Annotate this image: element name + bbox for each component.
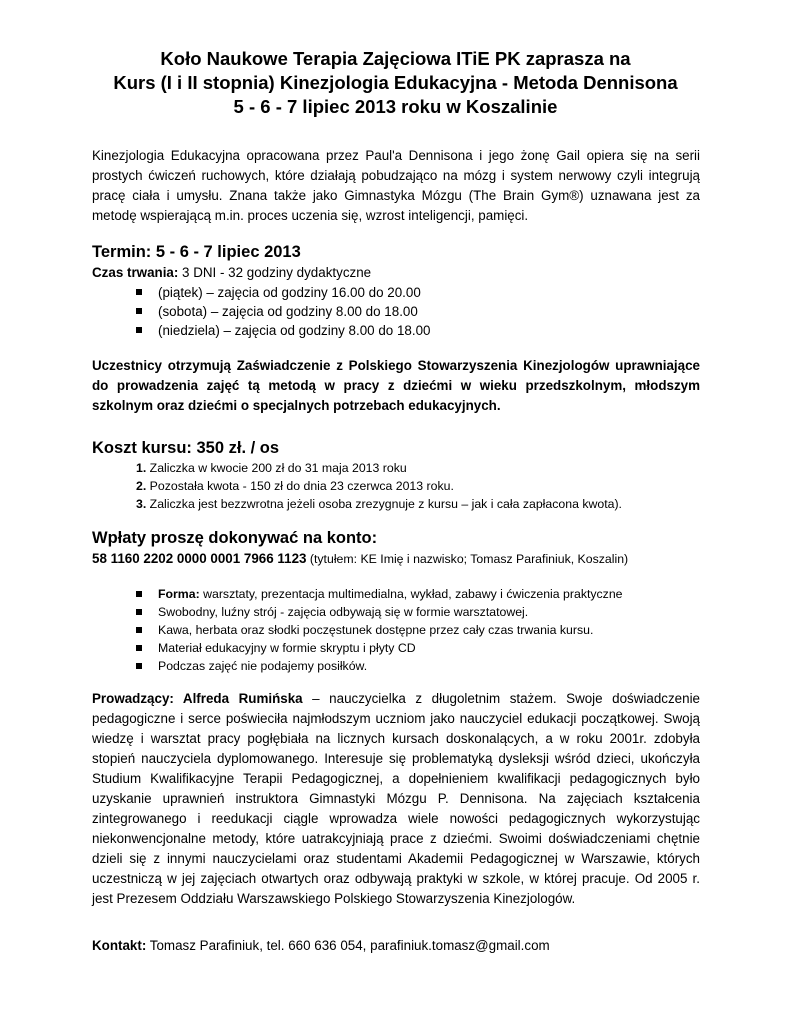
list-item — [92, 639, 700, 657]
instructor-bio: – nauczycielka z długoletnim stażem. Swoje doświadczenie pedagogiczne i serce poświeciła najmłodszym uczniom jako nauczyciel edukacji początkowej. Swoją wiedzę i warsztat pracy pogłębiała na licznych kursach doskonalących, a w roku 2001r. zdobyła stopień nauczyciela dyplomowanego. Interesuje się problematyką dysleksji wśród dzieci, ukończyła Studium Kwalifikacyjne Terapii Pedagogicznej, a dopełnieniem kwalifikacji pedagogicznych było uzyskanie uprawnień instruktora Gimnastyki Mózgu P. Dennisona. Na zajęciach kształcenia zintegrowanego i reedukacji ciągle wprowadza wiele nowości pedagogicznych wykorzystując niekonwencjonalne metody, które uatrakcyjniają prace z dziećmi. Swoimi doświadczeniami chętnie dzieli się z innymi nauczycielami oraz studentami Akademii Pedagogicznej w Warszawie, których uczestniczą w jej zajęciach otwartych oraz odbywają praktyki w szkole, w której pracuje. Od 2005 r. jest Prezesem Oddziału Warszawskiego Polskiego Stowarzyszenia Kinezjologów. — [92, 691, 701, 906]
title-line-2: Kurs (I i II stopnia) Kinezjologia Edukacyjna - Metoda Dennisona — [113, 72, 678, 93]
account-line — [92, 549, 700, 569]
termin-heading: Termin: 5 - 6 - 7 lipiec 2013 — [92, 243, 301, 261]
cost-heading: Koszt kursu: 350 zł. / os — [92, 439, 280, 457]
intro-paragraph: Kinezjologia Edukacyjna opracowana przez Paul'a Dennisona i jego żonę Gail opiera się na serii prostych ćwiczeń ruchowych, które działają pobudzająco na mózg i system nerwowy czyli integrują pracę ciała i umysłu. Znana także jako Gimnastyka Mózgu (The Brain Gym®) uznawana jest za metodę wspierającą m.in. proces uczenia się, wzrost inteligencji, pamięci. — [92, 148, 700, 223]
list-item — [92, 283, 700, 302]
info-text: Materiał edukacyjny w formie skryptu i płyty CD — [158, 641, 416, 655]
cost-section — [92, 437, 700, 513]
bullet-icon — [136, 609, 142, 615]
contact-line — [92, 936, 700, 956]
instructor-name: Prowadzący: Alfreda Rumińska — [92, 691, 303, 706]
instructor-paragraph — [92, 689, 700, 909]
payment-heading: Wpłaty proszę dokonywać na konto: — [92, 529, 378, 547]
termin-section — [92, 241, 700, 340]
title-line-1: Koło Naukowe Terapia Zajęciowa ITiE PK zaprasza na — [160, 48, 631, 69]
item-text: Pozostała kwota - 150 zł do dnia 23 czerwca 2013 roku. — [146, 479, 454, 493]
day-text: (niedziela) – zajęcia od godziny 8.00 do 18.00 — [158, 323, 431, 338]
item-text: Zaliczka jest bezzwrotna jeżeli osoba zrezygnuje z kursu – jak i cała zapłacona kwota). — [146, 497, 622, 511]
bullet-icon — [136, 289, 142, 295]
list-item — [92, 321, 700, 340]
info-text: Swobodny, luźny strój - zajęcia odbywają się w formie warsztatowej. — [158, 605, 529, 619]
bullet-icon — [136, 663, 142, 669]
forma-text: warsztaty, prezentacja multimedialna, wykład, zabawy i ćwiczenia praktyczne — [199, 587, 623, 601]
duration-value: 3 DNI - 32 godziny dydaktyczne — [178, 265, 372, 280]
list-item — [92, 621, 700, 639]
forma-label: Forma: — [158, 587, 200, 601]
info-section — [92, 585, 700, 675]
list-item — [92, 477, 700, 495]
title-line-3: 5 - 6 - 7 lipiec 2013 roku w Koszalinie — [233, 96, 558, 117]
bullet-icon — [136, 645, 142, 651]
day-text: (sobota) – zajęcia od godziny 8.00 do 18.00 — [158, 304, 418, 319]
list-item — [92, 657, 700, 675]
list-item — [92, 302, 700, 321]
bullet-icon — [136, 591, 142, 597]
bullet-icon — [136, 308, 142, 314]
list-item — [92, 603, 700, 621]
days-list — [92, 283, 700, 340]
day-text: (piątek) – zajęcia od godziny 16.00 do 20.00 — [158, 285, 421, 300]
info-text: Kawa, herbata oraz słodki poczęstunek dostępne przez cały czas trwania kursu. — [158, 623, 594, 637]
cost-list — [92, 459, 700, 513]
payment-section — [92, 527, 700, 569]
duration-line — [92, 263, 700, 283]
item-number: 2. — [136, 479, 147, 493]
bullet-icon — [136, 627, 142, 633]
account-note: (tytułem: KE Imię i nazwisko; Tomasz Parafiniuk, Koszalin) — [306, 552, 629, 566]
list-item — [92, 495, 700, 513]
list-item — [92, 459, 700, 477]
info-list — [92, 585, 700, 675]
page-title — [0, 47, 791, 119]
item-text: Zaliczka w kwocie 200 zł do 31 maja 2013 roku — [146, 461, 407, 475]
contact-text: Tomasz Parafiniuk, tel. 660 636 054, parafiniuk.tomasz@gmail.com — [146, 938, 550, 953]
bullet-icon — [136, 327, 142, 333]
info-text: Podczas zajęć nie podajemy posiłków. — [158, 659, 368, 673]
item-number: 1. — [136, 461, 147, 475]
duration-label: Czas trwania: — [92, 265, 179, 280]
item-number: 3. — [136, 497, 147, 511]
account-number: 58 1160 2202 0000 0001 7966 1123 — [92, 551, 307, 566]
list-item — [92, 585, 700, 603]
contact-label: Kontakt: — [92, 938, 147, 953]
certificate-paragraph: Uczestnicy otrzymują Zaświadczenie z Polskiego Stowarzyszenia Kinezjologów uprawniające do prowadzenia zajęć tą metodą w pracy z dziećmi w wieku przedszkolnym, młodszym szkolnym oraz dziećmi o specjalnych potrzebach edukacyjnych. — [92, 358, 700, 413]
